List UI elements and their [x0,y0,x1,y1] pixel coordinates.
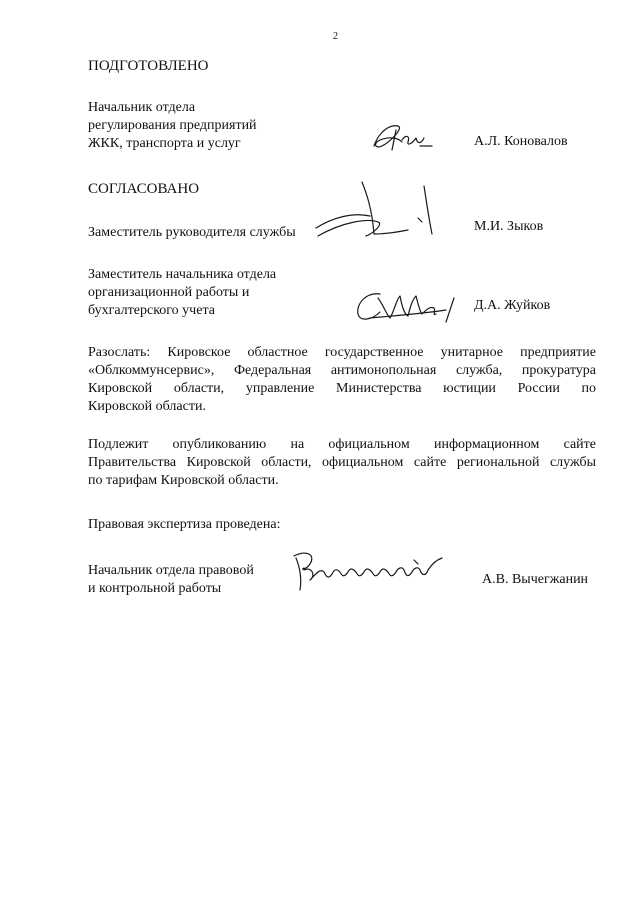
legal-position [88,562,254,598]
prepared-position-line: Начальник отдела [88,100,196,115]
agreed-person1-name: М.И. Зыков [474,219,544,234]
distribution-line: Разослать: Кировское областное государственное унитарное предприятие [88,345,596,360]
agreed-heading: СОГЛАСОВАНО [88,181,200,197]
prepared-heading: ПОДГОТОВЛЕНО [88,58,209,74]
signature-zhuykov [350,284,470,328]
distribution-line: Кировской области. [88,399,206,414]
agreed-person2-position-line: бухгалтерского учета [88,303,215,318]
signature-zykov [312,178,442,244]
distribution-line: «Облкоммунсервис», Федеральная антимонопольная служба, прокуратура [88,363,596,378]
legal-statement: Правовая экспертиза проведена: [88,517,281,532]
agreed-person2-position [88,266,276,320]
publication-paragraph [88,436,596,490]
prepared-position [88,99,257,153]
legal-position-line: и контрольной работы [88,581,222,596]
signature-vychegzhanin [286,546,456,596]
page-number: 2 [333,31,338,42]
publication-line: Подлежит опубликованию на официальном информационном сайте [88,437,596,452]
prepared-position-line: регулирования предприятий [88,118,257,133]
distribution-paragraph [88,344,596,416]
legal-name: А.В. Вычегжанин [482,572,589,587]
legal-position-line: Начальник отдела правовой [88,563,254,578]
publication-line: Правительства Кировской области, официальном сайте региональной службы [88,455,596,470]
distribution-line: Кировской области, управление Министерства юстиции России по [88,381,596,396]
agreed-person2-position-line: Заместитель начальника отдела [88,267,277,282]
prepared-position-line: ЖКК, транспорта и услуг [88,136,241,151]
prepared-name: А.Л. Коновалов [474,134,568,149]
agreed-person2-position-line: организационной работы и [88,285,250,300]
publication-line: по тарифам Кировской области. [88,473,279,488]
agreed-person1-position: Заместитель руководителя службы [88,225,296,240]
signature-konovalov [368,116,438,156]
agreed-person2-name: Д.А. Жуйков [474,298,551,313]
